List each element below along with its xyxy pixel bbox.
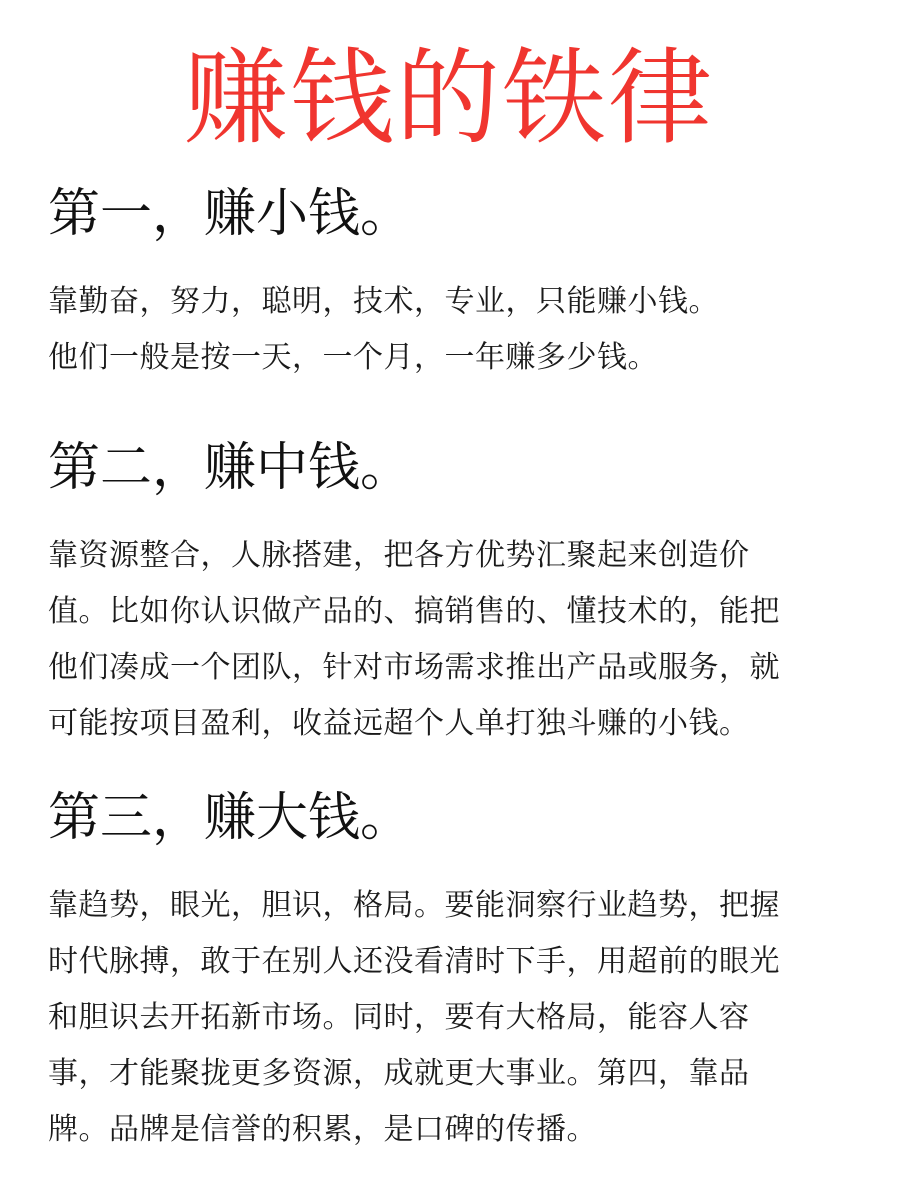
section-heading: 第二，赚中钱。 xyxy=(48,438,413,498)
section-body xyxy=(48,274,848,386)
section-body xyxy=(48,878,848,1158)
body-line: 他们凑成一个团队，针对市场需求推出产品或服务，就 xyxy=(48,650,780,685)
section-earn-medium-money xyxy=(48,436,848,752)
body-line: 值。比如你认识做产品的、搞销售的、懂技术的，能把 xyxy=(48,594,780,629)
page-title: 赚钱的铁律 xyxy=(183,37,714,159)
body-line: 靠资源整合，人脉搭建，把各方优势汇聚起来创造价 xyxy=(48,538,750,573)
body-line: 可能按项目盈利，收益远超个人单打独斗赚的小钱。 xyxy=(48,706,750,741)
section-heading: 第三，赚大钱。 xyxy=(48,788,413,848)
body-line: 靠勤奋，努力，聪明，技术，专业，只能赚小钱。 xyxy=(48,284,719,319)
section-earn-small-money xyxy=(48,182,848,386)
body-line: 和胆识去开拓新市场。同时，要有大格局，能容人容 xyxy=(48,1000,750,1035)
section-heading: 第一，赚小钱。 xyxy=(48,184,413,244)
body-line: 时代脉搏，敢于在别人还没看清时下手，用超前的眼光 xyxy=(48,944,780,979)
body-line: 牌。品牌是信誉的积累，是口碑的传播。 xyxy=(48,1112,597,1147)
section-body xyxy=(48,528,848,752)
section-earn-big-money xyxy=(48,786,848,1158)
body-line: 他们一般是按一天，一个月，一年赚多少钱。 xyxy=(48,340,658,375)
body-line: 靠趋势，眼光，胆识，格局。要能洞察行业趋势，把握 xyxy=(48,888,780,923)
body-line: 事，才能聚拢更多资源，成就更大事业。第四，靠品 xyxy=(48,1056,750,1091)
